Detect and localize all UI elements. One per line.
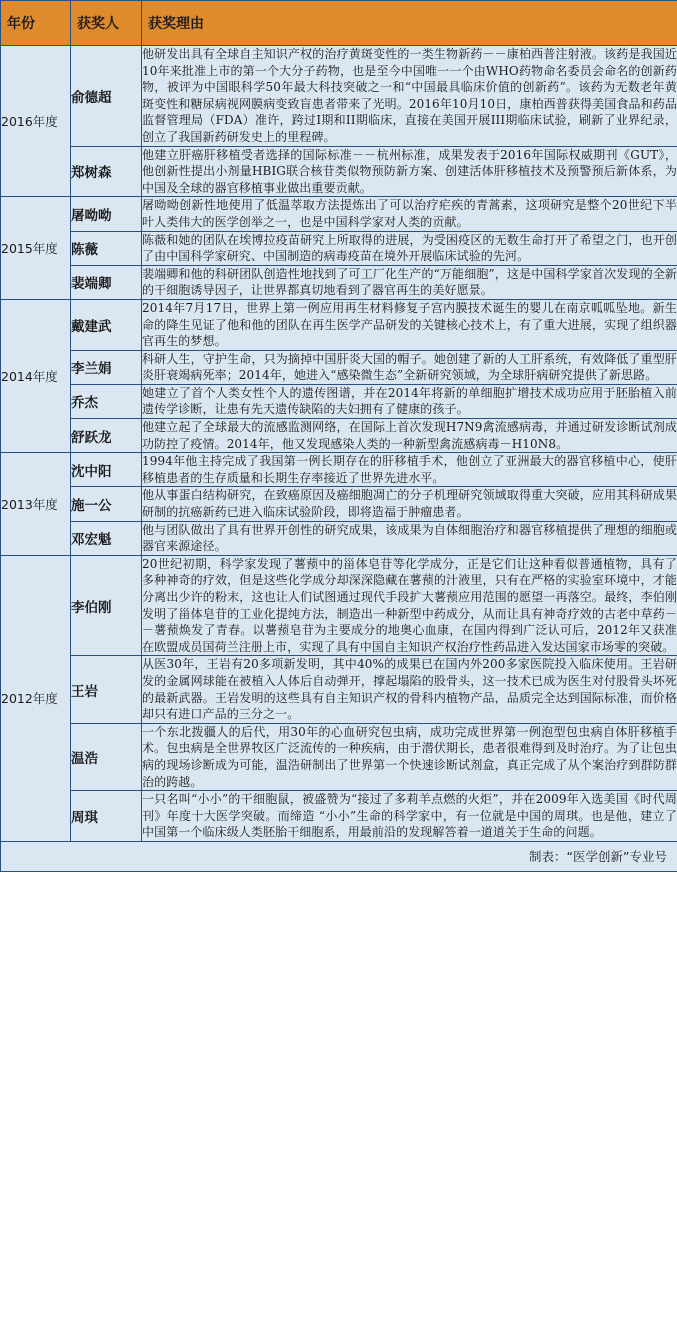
table-row — [1, 231, 677, 265]
award-reason-cell: 屠呦呦创新性地使用了低温萃取方法提炼出了可以治疗疟疾的青蒿素，这项研究是整个20世纪下半叶人类伟大的医学创举之一，也是中国科学家对人类的贡献。 — [142, 197, 677, 231]
winner-name-cell: 王岩 — [71, 656, 142, 723]
header-reason: 获奖理由 — [142, 1, 677, 46]
winner-name-cell: 李兰娟 — [71, 350, 142, 384]
winner-name-cell: 陈薇 — [71, 231, 142, 265]
table-row — [1, 46, 677, 147]
award-reason-cell: 她建立了首个人类女性个人的遗传图谱，并在2014年将新的单细胞扩增技术成功应用于胚胎植入前遗传学诊断，让患有先天遗传缺陷的夫妇拥有了健康的孩子。 — [142, 384, 677, 418]
winner-name-cell: 李伯刚 — [71, 555, 142, 656]
table-row — [1, 521, 677, 555]
table-row — [1, 350, 677, 384]
award-reason-cell: 他建立肝癌肝移植受者选择的国际标准－－杭州标准，成果发表于2016年国际权威期刊《GUT》，他创新性提出小剂量HBIG联合核苷类似物预防新方案、创建活体肝移植技术及预警预后新体系，为中国及全球的器官移植事业做出重要贡献。 — [142, 146, 677, 197]
award-reason-cell: 陈薇和她的团队在埃博拉疫苗研究上所取得的进展，为受困疫区的无数生命打开了希望之门，也开创了由中国科学家研究、中国制造的病毒疫苗在境外开展临床试验的先河。 — [142, 231, 677, 265]
table-row — [1, 791, 677, 842]
award-reason-cell: 一个东北拨疆人的后代，用30年的心血研究包虫病，成功完成世界第一例泡型包虫病自体肝移植手术。包虫病是全世界牧区广泛流传的一种疾病，由于潜伏期长，患者很难得到及时治疗。为了让包虫病的现场诊断成为可能，温浩研制出了世界第一个快速诊断试剂盒，真正完成了从个案治疗到群防群治的跨越。 — [142, 723, 677, 790]
year-cell: 2015年度 — [1, 197, 71, 300]
winner-name-cell: 郑树森 — [71, 146, 142, 197]
year-cell: 2012年度 — [1, 555, 71, 841]
table-row — [1, 146, 677, 197]
winner-name-cell: 俞德超 — [71, 46, 142, 147]
winner-name-cell: 周琪 — [71, 791, 142, 842]
winner-name-cell: 施一公 — [71, 487, 142, 521]
winner-name-cell: 邓宏魁 — [71, 521, 142, 555]
table-row — [1, 555, 677, 656]
year-cell: 2016年度 — [1, 46, 71, 197]
table-row — [1, 265, 677, 299]
table-credit: 制表：“医学创新”专业号 — [1, 841, 677, 871]
table-row — [1, 384, 677, 418]
winner-name-cell: 戴建武 — [71, 299, 142, 350]
award-reason-cell: 科研人生，守护生命，只为摘掉中国肝炎大国的帽子。她创建了新的人工肝系统，有效降低了重型肝炎肝衰竭病死率；2014年，她进入“感染微生态”全新研究领域，为全球肝病研究提供了新思路。 — [142, 350, 677, 384]
award-reason-cell: 裴端卿和他的科研团队创造性地找到了可工厂化生产的“万能细胞”，这是中国科学家首次发现的全新的干细胞诱导因子，让世界都真切地看到了器官再生的美好愿景。 — [142, 265, 677, 299]
winner-name-cell: 裴端卿 — [71, 265, 142, 299]
year-cell: 2014年度 — [1, 299, 71, 452]
header-winner: 获奖人 — [71, 1, 142, 46]
table-row — [1, 419, 677, 453]
award-reason-cell: 2014年7月17日，世界上第一例应用再生材料修复子宫内膜技术诞生的婴儿在南京呱呱坠地。新生命的降生见证了他和他的团队在再生医学产品研发的关键核心技术上，有了重大进展，实现了组织器官再生的梦想。 — [142, 299, 677, 350]
award-reason-cell: 他从事蛋白结构研究，在致癌原因及癌细胞凋亡的分子机理研究领域取得重大突破，应用其科研成果研制的抗癌新药已进入临床试验阶段，即将造福于肿瘤患者。 — [142, 487, 677, 521]
table-body — [1, 46, 677, 842]
winner-name-cell: 乔杰 — [71, 384, 142, 418]
winner-name-cell: 沈中阳 — [71, 453, 142, 487]
table-row — [1, 723, 677, 790]
header-year: 年份 — [1, 1, 71, 46]
winner-name-cell: 温浩 — [71, 723, 142, 790]
header-row — [1, 1, 677, 46]
award-reason-cell: 他研发出具有全球自主知识产权的治疗黄斑变性的一类生物新药－－康柏西普注射液。该药是我国近10年来批准上市的第一个大分子药物，也是至今中国唯一一个由WHO药物命名委员会命名的创新药物，被评为中国眼科学50年最大科技突破之一和“中国最具临床价值的创新药”。该药为无数老年黄斑变性和糖尿病视网膜病变致盲患者带来了光明。2016年10月10日，康柏西普获得美国食品和药品监督管理局（FDA）准许，跨过I期和II期临床，直接在美国开展III期临床试验，刷新了业界纪录，创立了我国新药研发史上的里程碑。 — [142, 46, 677, 147]
table-row — [1, 197, 677, 231]
winner-name-cell: 屠呦呦 — [71, 197, 142, 231]
award-reason-cell: 一只名叫“小小”的干细胞鼠，被盛赞为“接过了多莉羊点燃的火炬”，并在2009年入选美国《时代周刊》年度十大医学突破。而缔造 “小小”生命的科学家中，有一位就是中国的周琪。也是他，建立了中国第一个临床级人类胚胎干细胞系，用最前沿的发现解答着一道道关于生命的问题。 — [142, 791, 677, 842]
table-row — [1, 299, 677, 350]
table-row — [1, 656, 677, 723]
award-reason-cell: 20世纪初期，科学家发现了薯蓣中的甾体皂苷等化学成分，正是它们让这种看似普通植物，具有了多种神奇的疗效，但是这些化学成分却深深隐藏在薯蓣的汁液里，只有在严格的实验室环境中，才能分离出少许的粉末，这也让人们试图通过现代手段扩大薯蓣应用范围的愿望一再落空。最终，李伯刚发明了甾体皂苷的工业化提纯方法，制造出一种新型中药成分，从而让具有神奇疗效的古老中草药－－薯蓣焕发了青春。以薯蓣皂苷为主要成分的地奥心血康，在国内得到广泛认可后，2012年又获准在欧盟成员国荷兰注册上市，实现了具有中国自主知识产权治疗性药品进入发达国家市场零的突破。 — [142, 555, 677, 656]
table-row — [1, 487, 677, 521]
year-cell: 2013年度 — [1, 453, 71, 556]
winner-name-cell: 舒跃龙 — [71, 419, 142, 453]
award-reason-cell: 1994年他主持完成了我国第一例长期存在的肝移植手术，他创立了亚洲最大的器官移植中心，使肝移植患者的生存质量和长期生存率接近了世界先进水平。 — [142, 453, 677, 487]
award-reason-cell: 他建立起了全球最大的流感监测网络，在国际上首次发现H7N9禽流感病毒，并通过研发诊断试剂成功防控了疫情。2014年，他又发现感染人类的一种新型禽流感病毒－H10N8。 — [142, 419, 677, 453]
award-reason-cell: 从医30年，王岩有20多项新发明，其中40%的成果已在国内外200多家医院投入临床使用。王岩研发的金属网球能在被植入人体后自动弹开，撑起塌陷的股骨头，这一技术已成为医生对付股骨头坏死的最新武器。王岩发明的这些具有自主知识产权的骨科内植物产品，品质完全达到国际标准，而价格却只有进口产品的三分之一。 — [142, 656, 677, 723]
table-row — [1, 453, 677, 487]
footer-row — [1, 841, 677, 871]
award-reason-cell: 他与团队做出了具有世界开创性的研究成果，该成果为自体细胞治疗和器官移植提供了理想的细胞或器官来源途径。 — [142, 521, 677, 555]
